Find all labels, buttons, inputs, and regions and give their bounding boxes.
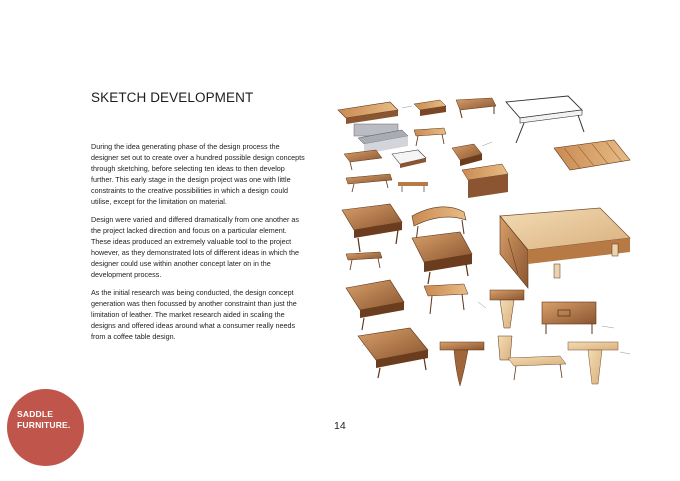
sketch-small-table [414,128,446,146]
sketch-feature-table [500,208,630,288]
sketch-bench-2 [346,174,392,192]
sketch-table-7 [342,204,402,252]
sketch-small-bench [398,182,428,192]
sketch-table-9 [346,280,404,330]
sketch-slatted-table [554,140,630,170]
sketch-table-6 [452,144,482,166]
sketch-low-table-1 [414,100,446,116]
sketch-bench-1 [338,102,398,136]
section-title: SKETCH DEVELOPMENT [91,90,254,105]
sketch-leg-detail-2 [440,342,484,386]
sketch-table-5 [392,150,426,168]
sketch-box-table [462,164,508,198]
paragraph-3: As the initial research was being conducted, the design concept generation was then focussed by another constraint than just the limitation of leather. The market research aided in scaling the designs and offered ideas around what a consumer really needs from a coffee table design. [91,288,297,341]
paragraph-1: During the idea generating phase of the design process the designer set out to create over a hundred possible design concepts through sketching, before selecting ten ideas to then develop further. This early stage in the design project was one with little constraints to the creative possibilities in which a design could utilise, except for the limitation on material. [91,142,305,206]
sketch-side-table [508,356,566,380]
brand-logo-text: SADDLE FURNITURE. [17,409,71,430]
sketch-table-11 [358,328,428,378]
sketch-table-8 [412,232,472,284]
sketch-outline-table [506,96,584,143]
sketch-table-3 [456,98,496,118]
sketch-bench-3 [346,252,382,270]
sketch-table-10 [424,284,468,314]
body-text [91,141,306,349]
sketch-collage [332,88,642,396]
sketch-drawer-table [542,302,596,334]
sketch-leg-detail-3 [498,336,512,360]
sketch-table-4 [344,150,382,170]
sketch-leg-detail-1 [490,290,524,328]
sketch-leg-detail-4 [568,342,618,384]
sketch-collage-drawing [332,88,642,396]
paragraph-2: Design were varied and differed dramatically from one another as the project lacked direction and focus on a particular element. These ideas produced an extremely valuable tool to the project however, as they demonstrated lots of different ideas in which the designer could use within another concept later on in the development process. [91,215,300,279]
page-number: 14 [334,420,346,432]
brand-badge [7,389,84,466]
